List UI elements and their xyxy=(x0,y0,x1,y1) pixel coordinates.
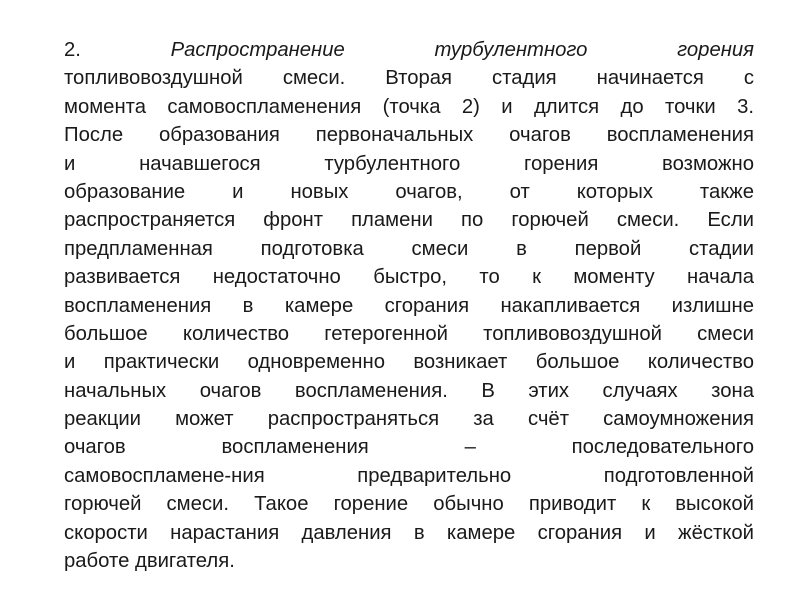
section-number: 2. xyxy=(64,39,81,61)
text-line: После образования первоначальных очагов воспламенения xyxy=(64,124,754,147)
text-line: развивается недостаточно быстро, то к моменту начала xyxy=(64,266,754,289)
text-line: образование и новых очагов, от которых также xyxy=(64,180,754,203)
paragraph xyxy=(64,36,754,575)
text-line: большое количество гетерогенной топливовоздушной смеси xyxy=(64,322,754,345)
heading-line xyxy=(64,36,754,64)
text-line: предпламенная подготовка смеси в первой стадии xyxy=(64,237,754,260)
text-line: начальных очагов воспламенения. В этих случаях зона xyxy=(64,379,754,402)
text-line: момента самовоспламенения (точка 2) и длится до точки 3. xyxy=(64,95,754,118)
text-line: самовоспламене-ния предварительно подготовленной xyxy=(64,464,754,487)
text-line: и начавшегося турбулентного горения возможно xyxy=(64,152,754,175)
text-line: топливовоздушной смеси. Вторая стадия начинается с xyxy=(64,67,754,90)
text-line: распространяется фронт пламени по горючей смеси. Если xyxy=(64,209,754,232)
text-line: работе двигателя. xyxy=(64,550,235,573)
text-line: воспламенения в камере сгорания накапливается излишне xyxy=(64,294,754,317)
section-title: Распространение турбулентного горения xyxy=(170,39,754,61)
text-line: скорости нарастания давления в камере сгорания и жёсткой xyxy=(64,521,754,544)
text-line: и практически одновременно возникает большое количество xyxy=(64,351,754,374)
text-line: очагов воспламенения – последовательного xyxy=(64,436,754,459)
text-line: реакции может распространяться за счёт самоумножения xyxy=(64,408,754,431)
text-line: горючей смеси. Такое горение обычно приводит к высокой xyxy=(64,493,754,516)
